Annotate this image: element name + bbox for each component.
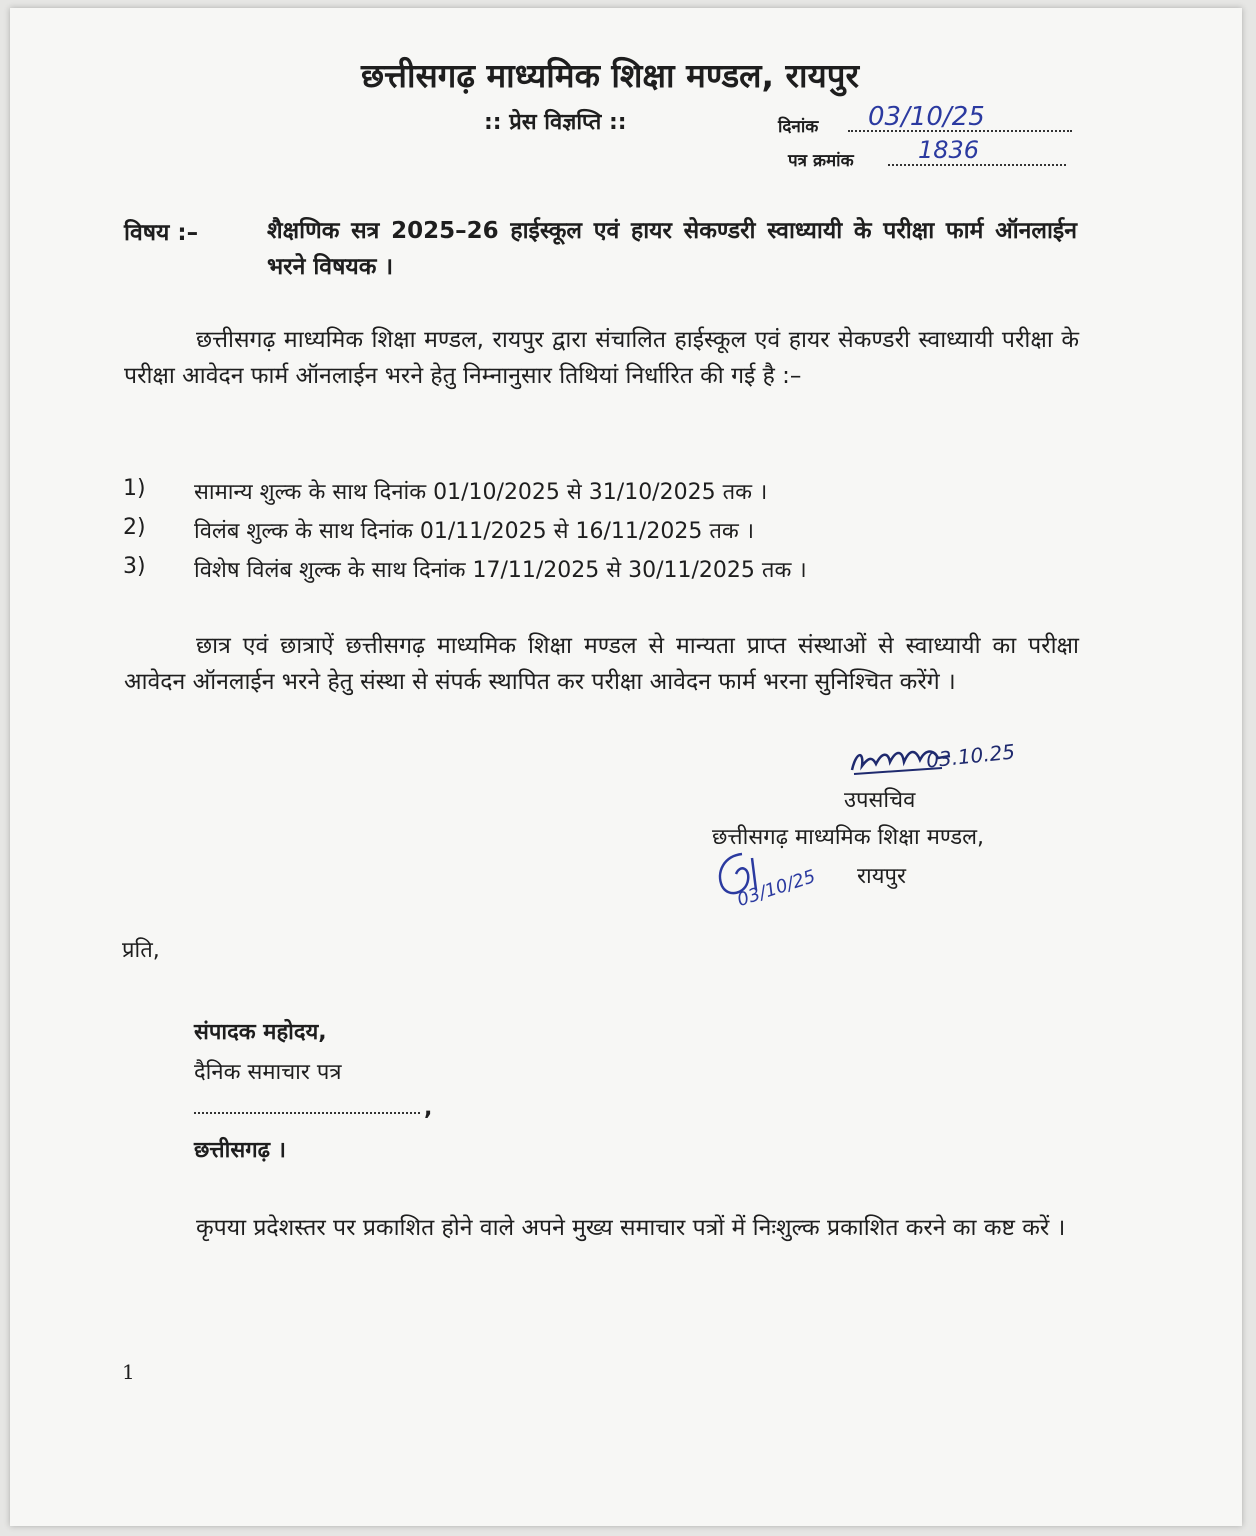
letter-number-value: 1836: [918, 136, 980, 164]
signatory-city: रायपुर: [857, 864, 906, 889]
date-value: 03/10/25: [868, 102, 985, 132]
document-page: [10, 8, 1242, 1526]
designation: उपसचिव: [844, 788, 916, 813]
list-item-text: विलंब शुल्क के साथ दिनांक 01/11/2025 से 16/11/2025 तक ।: [194, 519, 755, 544]
body-paragraph-2: छात्र एवं छात्राऐं छत्तीसगढ़ माध्यमिक शिक्षा मण्डल से मान्यता प्राप्त संस्थाओं से स्वाध्यायी का परीक्षा आवेदन ऑनलाईन भरने हेतु संस्था से संपर्क स्थापित कर परीक्षा आवेदन फार्म भरना सुनिश्चित करेंगे ।: [124, 633, 1079, 695]
recipient-line-4: छत्तीसगढ़ ।: [194, 1138, 286, 1163]
subject-label: विषय :–: [124, 220, 199, 246]
body-paragraph-1: छत्तीसगढ़ माध्यमिक शिक्षा मण्डल, रायपुर द्वारा संचालित हाईस्कूल एवं हायर सेकण्डरी स्वाध्यायी परीक्षा के परीक्षा आवेदन फार्म ऑनलाईन भरने हेतु निम्नानुसार तिथियां निर्धारित की गई है :–: [124, 327, 1079, 389]
list-item-text: सामान्य शुल्क के साथ दिनांक 01/10/2025 से 31/10/2025 तक ।: [194, 480, 768, 505]
signature-date: 03.10.25: [924, 739, 1017, 773]
recipient-line-3-comma: ,: [424, 1096, 433, 1121]
list-item-text: विशेष विलंब शुल्क के साथ दिनांक 17/11/2025 से 30/11/2025 तक ।: [194, 558, 807, 583]
document-title: छत्तीसगढ़ माध्यमिक शिक्षा मण्डल, रायपुर: [361, 56, 859, 95]
letter-number-dotted-line: [888, 164, 1066, 166]
press-release-heading: :: प्रेस विज्ञप्ति ::: [484, 110, 627, 135]
list-item-number: 2): [123, 515, 146, 540]
recipient-dotted-line: [194, 1112, 420, 1114]
list-item-number: 3): [123, 554, 146, 579]
subject-text: शैक्षणिक सत्र 2025–26 हाईस्कूल एवं हायर सेकण्डरी स्वाध्यायी के परीक्षा फार्म ऑनलाईन भरने विषयक ।: [267, 218, 1077, 280]
letter-number-label: पत्र क्रमांक: [788, 151, 854, 171]
recipient-line-1: संपादक महोदय,: [194, 1020, 327, 1045]
to-label: प्रति,: [122, 938, 160, 963]
initial-date: 03/10/25: [734, 866, 819, 911]
list-item-number: 1): [123, 476, 146, 501]
date-label: दिनांक: [778, 117, 819, 137]
page-number: 1: [122, 1360, 135, 1384]
closing-paragraph: कृपया प्रदेशस्तर पर प्रकाशित होने वाले अपने मुख्य समाचार पत्रों में निःशुल्क प्रकाशित करने का कष्ट करें ।: [196, 1215, 1066, 1241]
signatory-organization: छत्तीसगढ़ माध्यमिक शिक्षा मण्डल,: [712, 825, 984, 850]
recipient-line-2: दैनिक समाचार पत्र: [194, 1060, 342, 1085]
